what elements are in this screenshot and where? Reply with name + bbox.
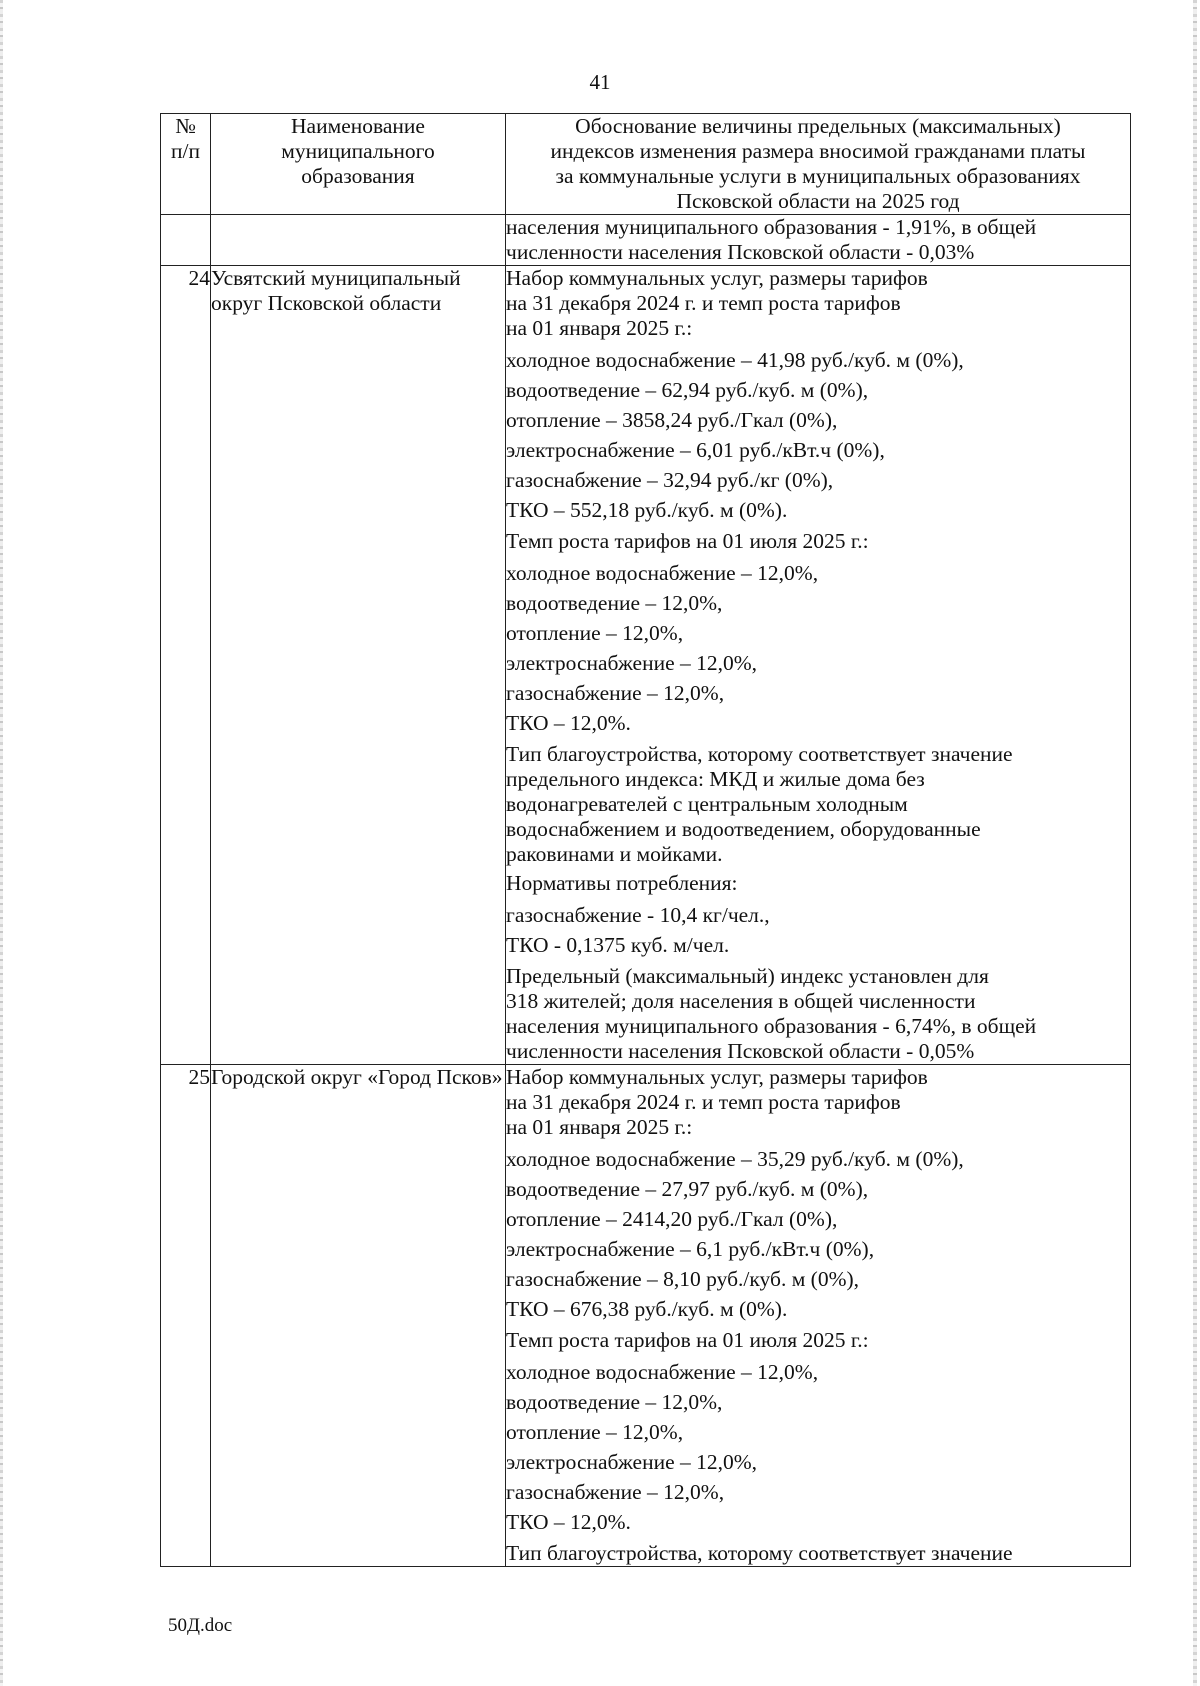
- improvement-type-line: предельного индекса: МКД и жилые дома без: [506, 767, 925, 791]
- tariff-list-line: отопление – 3858,24 руб./Гкал (0%),: [506, 408, 838, 432]
- header-municipality: [211, 114, 506, 215]
- growth-list-line: ТКО – 12,0%.: [506, 1510, 631, 1534]
- growth-list-line: газоснабжение – 12,0%,: [506, 681, 725, 705]
- header-justification-text: Обоснование величины предельных (максимальных) индексов изменения размера вносимой гражданами платы за коммунальные услуги в муниципальных образованиях Псковской области на 2025 год: [550, 114, 1086, 213]
- index-statement-line: 318 жителей; доля населения в общей численности: [506, 989, 976, 1013]
- tariff-list-line: холодное водоснабжение – 35,29 руб./куб. м (0%),: [506, 1147, 964, 1171]
- norms-title-line: Нормативы потребления:: [506, 871, 738, 895]
- continuation-line: численности населения Псковской области - 0,03%: [506, 240, 975, 264]
- tariff-list-line: водоотведение – 62,94 руб./куб. м (0%),: [506, 378, 869, 402]
- tariff-list-line: электроснабжение – 6,1 руб./кВт.ч (0%),: [506, 1237, 875, 1261]
- tariff-list-line: водоотведение – 27,97 руб./куб. м (0%),: [506, 1177, 869, 1201]
- growth-title-line: Темп роста тарифов на 01 июля 2025 г.:: [506, 529, 869, 553]
- norms-list: [506, 900, 1130, 960]
- improvement-type-line: раковинами и мойками.: [506, 842, 723, 866]
- header-number: [161, 114, 211, 215]
- services-intro: [506, 1065, 1130, 1140]
- growth-title: [506, 529, 1130, 554]
- growth-list-line: электроснабжение – 12,0%,: [506, 1450, 758, 1474]
- municipality-name: Усвятский муниципальный округ Псковской области: [211, 266, 506, 1065]
- continuation-name-cell: [211, 215, 506, 266]
- tariff-list-line: отопление – 2414,20 руб./Гкал (0%),: [506, 1207, 838, 1231]
- scan-edge-left: [0, 0, 3, 1686]
- tariff-list-line: газоснабжение – 32,94 руб./кг (0%),: [506, 468, 834, 492]
- table-row: [161, 266, 1131, 1065]
- tariff-list-line: ТКО – 552,18 руб./куб. м (0%).: [506, 498, 788, 522]
- municipality-name: Городской округ «Город Псков»: [211, 1065, 506, 1567]
- services-intro: [506, 266, 1130, 341]
- improvement-type-line: водоснабжением и водоотведением, оборудованные: [506, 817, 981, 841]
- growth-list-line: холодное водоснабжение – 12,0%,: [506, 1360, 819, 1384]
- services-intro-line: на 01 января 2025 г.:: [506, 1115, 693, 1139]
- tariff-index-table: [160, 113, 1131, 1567]
- improvement-type-line: водонагревателей с центральным холодным: [506, 792, 908, 816]
- index-statement: [506, 964, 1130, 1064]
- tariff-list: [506, 1144, 1130, 1324]
- services-intro-line: на 31 декабря 2024 г. и темп роста тарифов: [506, 1090, 901, 1114]
- growth-list-line: водоотведение – 12,0%,: [506, 1390, 723, 1414]
- table-row: [161, 1065, 1131, 1567]
- row-number: 25: [161, 1065, 211, 1567]
- growth-list-line: отопление – 12,0%,: [506, 621, 684, 645]
- growth-title-line: Темп роста тарифов на 01 июля 2025 г.:: [506, 1328, 869, 1352]
- tariff-list-line: холодное водоснабжение – 41,98 руб./куб. м (0%),: [506, 348, 964, 372]
- growth-list-line: электроснабжение – 12,0%,: [506, 651, 758, 675]
- justification-cell: [506, 266, 1131, 1065]
- growth-list: [506, 558, 1130, 738]
- services-intro-line: Набор коммунальных услуг, размеры тарифов: [506, 1065, 928, 1089]
- growth-list-line: отопление – 12,0%,: [506, 1420, 684, 1444]
- table-header-row: [161, 114, 1131, 215]
- growth-list-line: ТКО – 12,0%.: [506, 711, 631, 735]
- growth-list-line: газоснабжение – 12,0%,: [506, 1480, 725, 1504]
- index-statement-line: численности населения Псковской области - 0,05%: [506, 1039, 975, 1063]
- header-municipality-text: Наименование муниципального образования: [281, 114, 435, 188]
- justification-cell: [506, 1065, 1131, 1567]
- norms-list-line: ТКО - 0,1375 куб. м/чел.: [506, 933, 730, 957]
- continuation-line: населения муниципального образования - 1,91%, в общей: [506, 215, 1037, 239]
- header-justification: [506, 114, 1131, 215]
- improvement-type: [506, 742, 1130, 867]
- growth-list: [506, 1357, 1130, 1537]
- tariff-list-line: ТКО – 676,38 руб./куб. м (0%).: [506, 1297, 788, 1321]
- improvement-type: [506, 1541, 1130, 1566]
- page-number: 41: [589, 70, 611, 94]
- index-statement-line: Предельный (максимальный) индекс установлен для: [506, 964, 989, 988]
- header-number-text: № п/п: [171, 114, 200, 163]
- scan-edge-right: [1193, 0, 1197, 1686]
- norms-list-line: газоснабжение - 10,4 кг/чел.,: [506, 903, 770, 927]
- services-intro-line: на 31 декабря 2024 г. и темп роста тарифов: [506, 291, 901, 315]
- growth-list-line: холодное водоснабжение – 12,0%,: [506, 561, 819, 585]
- tariff-list: [506, 345, 1130, 525]
- improvement-type-line: Тип благоустройства, которому соответствует значение: [506, 742, 1013, 766]
- services-intro-line: на 01 января 2025 г.:: [506, 316, 693, 340]
- growth-title: [506, 1328, 1130, 1353]
- continuation-text-cell: [506, 215, 1131, 266]
- growth-list-line: водоотведение – 12,0%,: [506, 591, 723, 615]
- improvement-type-line: Тип благоустройства, которому соответствует значение: [506, 1541, 1013, 1565]
- tariff-list-line: электроснабжение – 6,01 руб./кВт.ч (0%),: [506, 438, 885, 462]
- norms-title: [506, 871, 1130, 896]
- continuation-num-cell: [161, 215, 211, 266]
- index-statement-line: населения муниципального образования - 6,74%, в общей: [506, 1014, 1037, 1038]
- continuation-row: [161, 215, 1131, 266]
- tariff-list-line: газоснабжение – 8,10 руб./куб. м (0%),: [506, 1267, 860, 1291]
- services-intro-line: Набор коммунальных услуг, размеры тарифов: [506, 266, 928, 290]
- footer-filename: 50Д.doc: [168, 1615, 233, 1636]
- row-number: 24: [161, 266, 211, 1065]
